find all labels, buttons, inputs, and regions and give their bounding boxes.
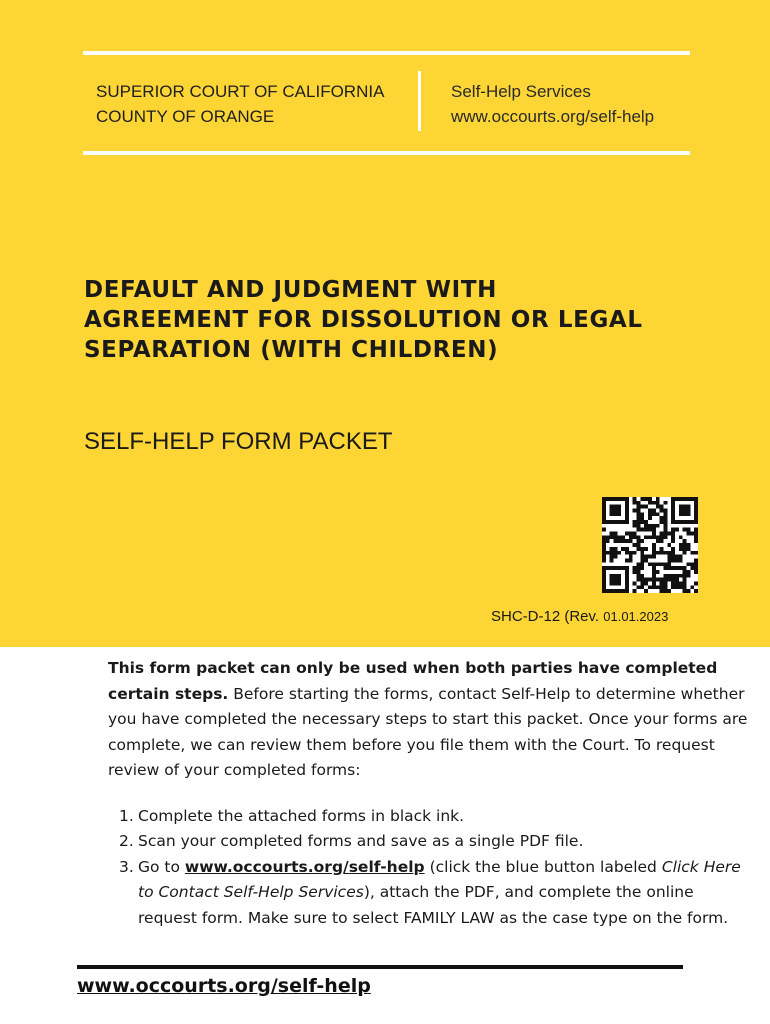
court-line-2: COUNTY OF ORANGE — [96, 107, 275, 126]
intro-paragraph — [108, 656, 748, 784]
court-line-1: SUPERIOR COURT OF CALIFORNIA — [96, 82, 385, 101]
step-text: Scan your completed forms and save as a single PDF file. — [138, 832, 584, 850]
services-url[interactable]: www.occourts.org/self-help — [451, 107, 655, 126]
step-number: 1. — [119, 806, 134, 825]
step-item — [108, 804, 748, 830]
header-top-rule — [83, 51, 690, 55]
step-number: 3. — [119, 857, 134, 876]
qr-code-icon[interactable] — [602, 497, 698, 593]
self-help-link[interactable]: www.occourts.org/self-help — [184, 857, 425, 876]
step-item — [108, 855, 748, 932]
intro-rest: Before starting the forms, contact Self-Help to determine whether you have completed the necessary steps to start this packet. Once your forms are complete, we can review them before you file them with the Court. To request review of your completed forms: — [108, 684, 748, 779]
step-number: 2. — [119, 832, 134, 850]
packet-subtitle: SELF-HELP FORM PACKET — [84, 428, 393, 455]
steps-list — [108, 804, 748, 932]
step-item — [108, 829, 748, 855]
footer-rule — [77, 965, 683, 969]
button-label-text: Click Here to Contact Self-Help Services — [138, 857, 741, 901]
footer-link[interactable]: www.occourts.org/self-help — [77, 975, 371, 997]
header-bottom-rule — [83, 151, 690, 155]
form-revision-date: 01.01.2023 — [603, 609, 669, 624]
court-name — [96, 79, 384, 129]
header-divider — [418, 71, 421, 131]
title-line-1: DEFAULT AND JUDGMENT WITH — [84, 277, 497, 303]
instructions — [108, 656, 748, 931]
self-help-services — [451, 79, 654, 129]
step-text-mid: (click the blue button labeled — [429, 857, 657, 876]
title-line-2: AGREEMENT FOR DISSOLUTION OR LEGAL — [84, 307, 643, 333]
form-number — [491, 608, 668, 625]
form-code: SHC-D-12 (Rev. — [491, 608, 600, 625]
title-line-3: SEPARATION (WITH CHILDREN) — [84, 337, 499, 363]
step-text-pre: Go to — [138, 857, 180, 876]
intro-bold: This form packet can only be used when both parties have completed certain steps. — [108, 659, 718, 703]
step-text: Complete the attached forms in black ink. — [138, 806, 465, 825]
step-text-post: ), attach the PDF, and complete the online request form. Make sure to select FAMILY LAW as the case type on the form. — [138, 883, 729, 927]
services-title: Self-Help Services — [451, 82, 591, 101]
packet-title — [84, 275, 724, 365]
